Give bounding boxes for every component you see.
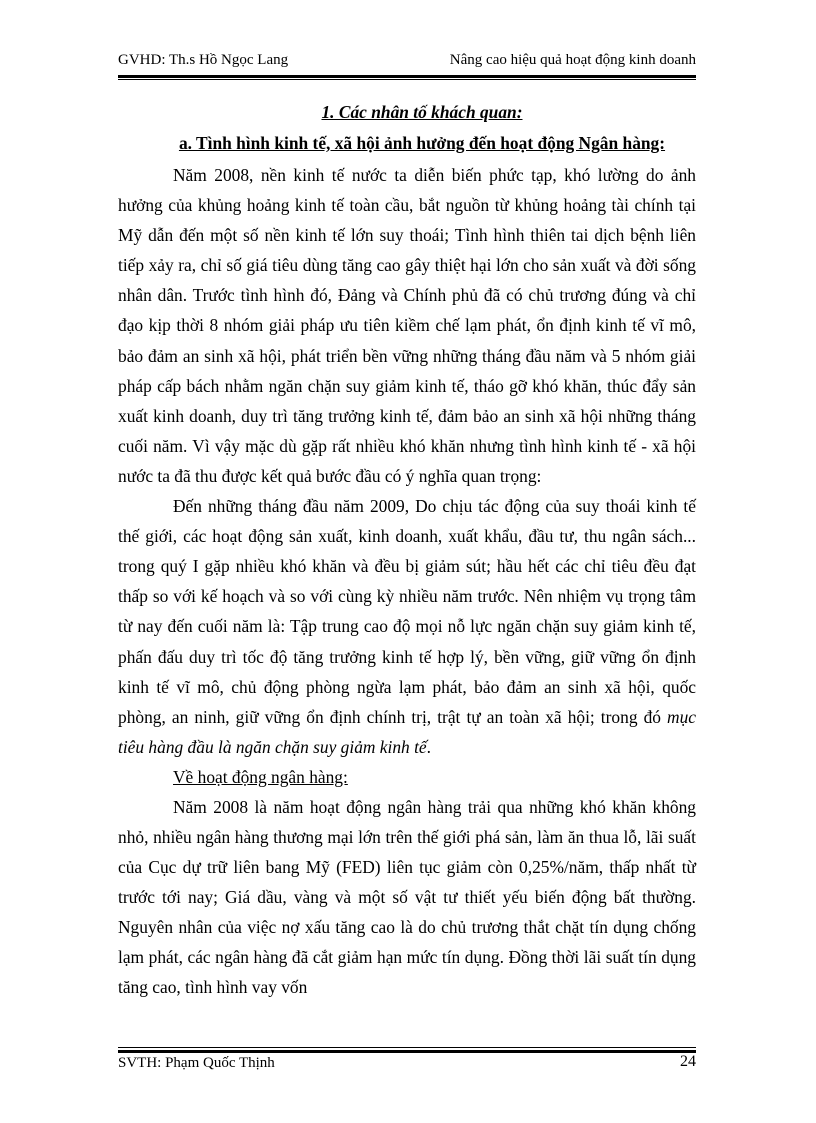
header-supervisor: GVHD: Th.s Hồ Ngọc Lang [118, 52, 289, 68]
header-rule-thin [118, 79, 696, 80]
footer-rule-thin [118, 1047, 696, 1048]
paragraph-emphasis: mục tiêu hàng đầu là ngăn chặn suy giảm kinh tế [118, 706, 696, 757]
header-rule [118, 75, 696, 78]
page-body [118, 96, 696, 1003]
page-header [118, 52, 696, 74]
paragraph-text: Năm 2008, nền kinh tế nước ta diễn biến phức tạp, khó lường do ảnh hưởng của khủng hoảng kinh tế toàn cầu, bắt nguồn từ khủng hoảng tài chính tại Mỹ dẫn đến một số nền kinh tế lớn suy thoái; Tình hình thiên tai dịch bệnh liên tiếp xảy ra, chỉ số giá tiêu dùng tăng cao gây thiệt hại lớn cho sản xuất và đời sống nhân dân. Trước tình hình đó, Đảng và Chính phủ đã có chủ trương đúng và chỉ đạo kịp thời 8 nhóm giải pháp ưu tiên kiềm chế lạm phát, ổn định kinh tế vĩ mô, bảo đảm an sinh xã hội, phát triển bền vững những tháng đầu năm và 5 nhóm giải pháp cấp bách nhằm ngăn chặn suy giảm kinh tế, tháo gỡ khó khăn, thúc đẩy sản xuất kinh doanh, duy trì tăng trưởng kinh tế, đảm bảo an sinh xã hội những tháng cuối năm. Vì vậy mặc dù gặp rất nhiều khó khăn nhưng tình hình kinh tế - xã hội nước ta đã thu được kết quả bước đầu có ý nghĩa quan trọng: [118, 165, 696, 486]
banking-section-label: Về hoạt động ngân hàng: [173, 766, 348, 787]
paragraph-text: Năm 2008 là năm hoạt động ngân hàng trải qua những khó khăn không nhỏ, nhiều ngân hàng thương mại lớn trên thế giới phá sản, làm ăn thua lỗ, lãi suất của Cục dự trữ liên bang Mỹ (FED) liên tục giảm còn 0,25%/năm, thấp nhất từ trước tới nay; Giá dầu, vàng và một số vật tư thiết yếu biến động bất thường. Nguyên nhân của việc nợ xấu tăng cao là do chủ trương thắt chặt tín dụng chống lạm phát, các ngân hàng đã cắt giảm hạn mức tín dụng. Đồng thời lãi suất tín dụng tăng cao, tình hình vay vốn [118, 796, 696, 998]
section-heading: 1. Các nhân tố khách quan: [321, 102, 523, 122]
subsection-heading: a. Tình hình kinh tế, xã hội ảnh hưởng đến hoạt động Ngân hàng: [178, 133, 666, 153]
paragraph-text: Đến những tháng đầu năm 2009, Do chịu tác động của suy thoái kinh tế thế giới, các hoạt động sản xuất, kinh doanh, xuất khẩu, đầu tư, thu ngân sách... trong quý I gặp nhiều khó khăn và đều bị giảm sút; hầu hết các chỉ tiêu đều đạt thấp so với kế hoạch và so với cùng kỳ nhiều năm trước. Nên nhiệm vụ trọng tâm từ nay đến cuối năm là: Tập trung cao độ mọi nỗ lực ngăn chặn suy giảm kinh tế, phấn đấu duy trì tốc độ tăng trưởng kinh tế hợp lý, bền vững, giữ vững ổn định kinh tế vĩ mô, chủ động phòng ngừa lạm phát, bảo đảm an sinh xã hội, quốc phòng, an ninh, giữ vững ổn định chính trị, trật tự an toàn xã hội; trong đó [118, 496, 696, 727]
paragraph-economy-2009 [118, 491, 696, 762]
header-title: Nâng cao hiệu quả hoạt động kinh doanh [449, 52, 696, 68]
page-number: 24 [680, 1053, 696, 1070]
paragraph-end: . [426, 736, 432, 757]
paragraph-banking-2008 [118, 792, 696, 1003]
paragraph-economy-2008 [118, 160, 696, 491]
footer-student: SVTH: Phạm Quốc Thịnh [118, 1055, 275, 1071]
page-footer [118, 1053, 696, 1077]
